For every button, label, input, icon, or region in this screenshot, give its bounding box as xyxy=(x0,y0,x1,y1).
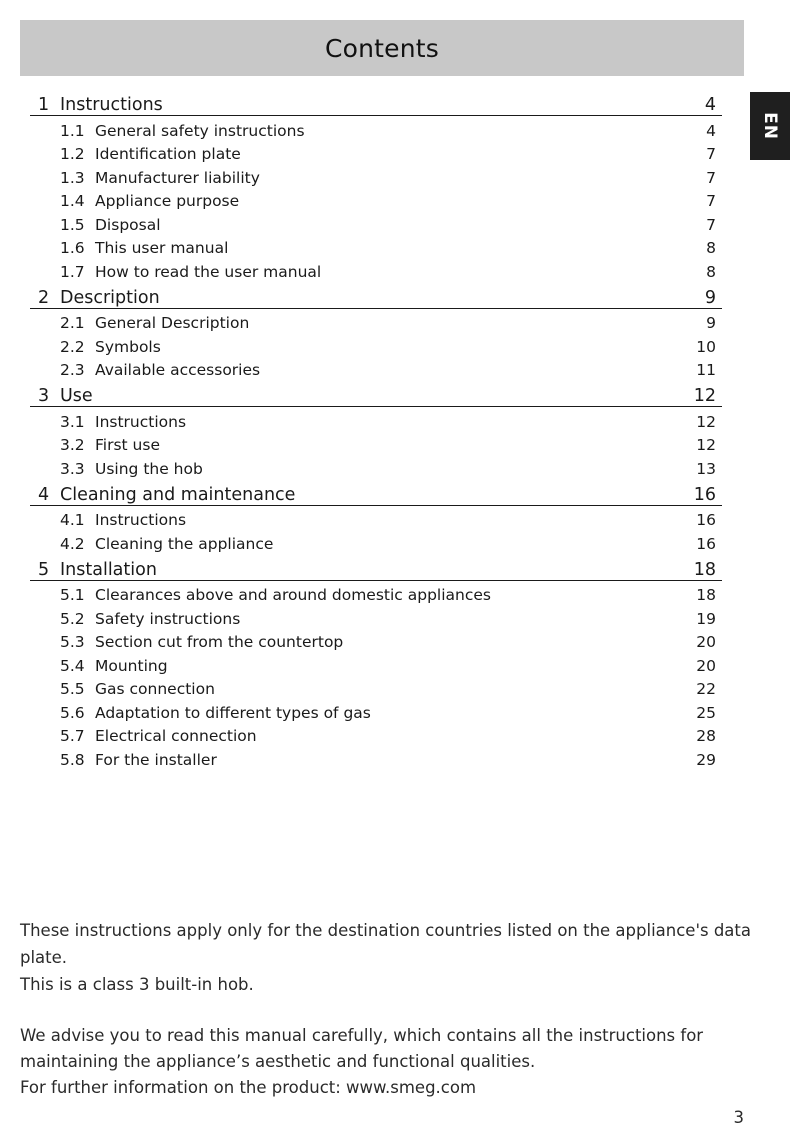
toc-entry-number: 1.6 xyxy=(60,239,85,257)
toc-entry-title: Symbols xyxy=(95,337,161,356)
toc-entry-row[interactable] xyxy=(30,698,722,722)
toc-entry-row[interactable] xyxy=(30,407,722,431)
toc-entry-title: Disposal xyxy=(95,215,161,234)
toc-entry-heading xyxy=(60,610,240,628)
destination-note xyxy=(20,917,790,998)
toc-entry-page: 28 xyxy=(696,727,716,745)
toc-section-number: 4 xyxy=(38,484,50,505)
toc-entry-page: 20 xyxy=(696,656,716,675)
toc-section-page: 18 xyxy=(693,559,716,580)
toc-entry-title: Appliance purpose xyxy=(95,192,240,210)
toc-entry-page: 13 xyxy=(696,459,716,478)
toc-entry-page: 7 xyxy=(706,145,716,163)
toc-section-number: 5 xyxy=(38,559,50,580)
toc-entry-row[interactable] xyxy=(30,675,722,699)
toc-entry-heading xyxy=(60,460,203,478)
toc-entry-page: 22 xyxy=(696,680,716,698)
toc-entry-number: 4.1 xyxy=(60,511,85,529)
toc-entry-row[interactable] xyxy=(30,506,722,530)
toc-entry-page: 10 xyxy=(696,337,716,356)
toc-entry-heading xyxy=(60,263,321,281)
toc-section-row[interactable] xyxy=(30,379,722,407)
toc-section-heading xyxy=(38,386,93,406)
toc-entry-page: 12 xyxy=(696,436,716,454)
toc-section-row[interactable] xyxy=(30,553,722,581)
toc-entry-title: Instructions xyxy=(95,511,187,529)
toc-section-page: 12 xyxy=(693,386,716,406)
toc-entry-row[interactable] xyxy=(30,454,722,478)
toc-entry-heading xyxy=(60,680,215,698)
toc-entry-heading xyxy=(60,535,273,553)
toc-entry-heading xyxy=(60,145,241,163)
toc-entry-row[interactable] xyxy=(30,722,722,746)
toc-entry-page: 25 xyxy=(696,703,716,722)
toc-entry-title: Adaptation to different types of gas xyxy=(95,703,371,722)
toc-entry-row[interactable] xyxy=(30,356,722,380)
toc-section-title: Use xyxy=(60,386,93,406)
toc-entry-title: General safety instructions xyxy=(95,121,305,140)
toc-entry-title: How to read the user manual xyxy=(95,262,322,281)
toc-section-heading xyxy=(38,95,163,115)
toc-entry-heading xyxy=(60,633,343,651)
toc-entry-heading xyxy=(60,413,186,431)
toc-entry-page: 16 xyxy=(696,511,716,529)
toc-entry-page: 11 xyxy=(696,361,716,379)
toc-entry-heading xyxy=(60,216,161,234)
toc-section-title: Installation xyxy=(60,559,157,580)
toc-entry-title: Mounting xyxy=(95,656,168,675)
advice-line-1: We advise you to read this manual carefully, which contains all the instructions for xyxy=(20,1026,704,1045)
toc-entry-number: 5.8 xyxy=(60,750,85,769)
toc-entry-page: 19 xyxy=(696,609,716,628)
toc-section-page: 9 xyxy=(704,287,716,308)
contents-title-bar xyxy=(20,20,744,76)
toc-entry-number: 1.1 xyxy=(60,121,85,140)
toc-entry-row[interactable] xyxy=(30,257,722,281)
toc-entry-row[interactable] xyxy=(30,431,722,455)
toc-entry-row[interactable] xyxy=(30,210,722,234)
toc-section-page: 4 xyxy=(704,95,716,115)
toc-entry-row[interactable] xyxy=(30,604,722,628)
toc-entry-number: 4.2 xyxy=(60,534,85,553)
toc-entry-title: First use xyxy=(95,436,160,454)
toc-entry-title: Instructions xyxy=(95,412,187,431)
toc-entry-page: 18 xyxy=(696,586,716,604)
toc-section-heading xyxy=(38,288,160,308)
toc-entry-heading xyxy=(60,436,160,454)
toc-entry-number: 5.6 xyxy=(60,703,85,722)
toc-entry-title: Identification plate xyxy=(95,145,241,163)
toc-entry-page: 20 xyxy=(696,633,716,651)
toc-section-heading xyxy=(38,560,157,580)
toc-entry-number: 5.1 xyxy=(60,586,85,604)
toc-entry-title: Using the hob xyxy=(95,459,203,478)
toc-entry-page: 8 xyxy=(706,239,716,257)
toc-entry-number: 3.3 xyxy=(60,459,85,478)
toc-entry-page: 7 xyxy=(706,192,716,210)
toc-entry-page: 29 xyxy=(696,750,716,769)
toc-entry-heading xyxy=(60,361,260,379)
toc-entry-title: Section cut from the countertop xyxy=(95,633,344,651)
toc-entry-title: Gas connection xyxy=(95,680,215,698)
toc-entry-row[interactable] xyxy=(30,745,722,769)
toc-entry-title: Manufacturer liability xyxy=(95,168,260,187)
hob-class-line: This is a class 3 built-in hob. xyxy=(20,975,254,994)
toc-entry-number: 1.7 xyxy=(60,262,85,281)
toc-entry-heading xyxy=(60,169,260,187)
toc-entry-heading xyxy=(60,122,305,140)
toc-section-number: 3 xyxy=(38,386,50,406)
toc-entry-title: Safety instructions xyxy=(95,609,241,628)
toc-entry-page: 12 xyxy=(696,412,716,431)
toc-entry-row[interactable] xyxy=(30,116,722,140)
toc-entry-title: Cleaning the appliance xyxy=(95,534,274,553)
language-tab-label: EN xyxy=(760,112,780,140)
advice-note xyxy=(20,1023,790,1101)
toc-entry-page: 4 xyxy=(706,121,716,140)
advice-line-2: maintaining the appliance’s aesthetic and functional qualities. xyxy=(20,1052,536,1071)
toc-entry-row[interactable] xyxy=(30,628,722,652)
toc-entry-title: Available accessories xyxy=(95,361,261,379)
toc-entry-number: 1.4 xyxy=(60,192,85,210)
language-tab xyxy=(750,92,790,160)
toc-entry-heading xyxy=(60,704,371,722)
toc-entry-heading xyxy=(60,511,186,529)
toc-entry-title: Electrical connection xyxy=(95,727,257,745)
toc-entry-row[interactable] xyxy=(30,187,722,211)
toc-entry-page: 16 xyxy=(696,534,716,553)
page-title: Contents xyxy=(324,33,440,63)
toc-entry-number: 5.7 xyxy=(60,727,85,745)
toc-section-title: Instructions xyxy=(60,95,163,115)
toc-section-row[interactable] xyxy=(30,478,722,506)
toc-section-number: 1 xyxy=(38,95,50,115)
toc-entry-row[interactable] xyxy=(30,234,722,258)
toc-entry-number: 5.4 xyxy=(60,656,85,675)
table-of-contents xyxy=(30,88,722,769)
toc-entry-page: 7 xyxy=(706,168,716,187)
toc-entry-row[interactable] xyxy=(30,581,722,605)
toc-entry-row[interactable] xyxy=(30,309,722,333)
toc-entry-title: General Description xyxy=(95,314,250,332)
toc-entry-number: 2.1 xyxy=(60,314,85,332)
toc-entry-number: 5.5 xyxy=(60,680,85,698)
toc-entry-title: Clearances above and around domestic appliances xyxy=(95,586,491,604)
toc-entry-page: 9 xyxy=(706,314,716,332)
toc-entry-number: 2.3 xyxy=(60,361,85,379)
toc-entry-row[interactable] xyxy=(30,529,722,553)
toc-section-row[interactable] xyxy=(30,281,722,309)
toc-entry-row[interactable] xyxy=(30,140,722,164)
toc-section-title: Cleaning and maintenance xyxy=(60,484,296,505)
toc-section-page: 16 xyxy=(693,484,716,505)
toc-entry-number: 3.2 xyxy=(60,436,85,454)
toc-entry-page: 7 xyxy=(706,215,716,234)
toc-entry-number: 1.2 xyxy=(60,145,85,163)
toc-entry-title: This user manual xyxy=(95,239,229,257)
toc-entry-number: 2.2 xyxy=(60,337,85,356)
toc-section-title: Description xyxy=(60,287,160,308)
toc-entry-heading xyxy=(60,314,249,332)
toc-entry-row[interactable] xyxy=(30,332,722,356)
toc-entry-number: 1.5 xyxy=(60,215,85,234)
toc-entry-number: 3.1 xyxy=(60,412,85,431)
toc-entry-page: 8 xyxy=(706,262,716,281)
toc-entry-number: 5.3 xyxy=(60,633,85,651)
website-line: For further information on the product: www.smeg.com xyxy=(20,1078,477,1097)
toc-entry-row[interactable] xyxy=(30,163,722,187)
destination-note-line: These instructions apply only for the destination countries listed on the appliance's data plate. xyxy=(20,921,751,967)
toc-entry-heading xyxy=(60,192,239,210)
toc-entry-heading xyxy=(60,657,168,675)
toc-entry-heading xyxy=(60,239,228,257)
toc-section-heading xyxy=(38,485,295,505)
toc-entry-heading xyxy=(60,338,161,356)
toc-section-row[interactable] xyxy=(30,88,722,116)
toc-entry-heading xyxy=(60,751,217,769)
toc-entry-heading xyxy=(60,727,257,745)
toc-entry-row[interactable] xyxy=(30,651,722,675)
page-number: 3 xyxy=(733,1108,744,1127)
toc-entry-number: 5.2 xyxy=(60,609,85,628)
toc-section-number: 2 xyxy=(38,287,50,308)
toc-entry-number: 1.3 xyxy=(60,168,85,187)
toc-entry-title: For the installer xyxy=(95,750,217,769)
toc-entry-heading xyxy=(60,586,491,604)
